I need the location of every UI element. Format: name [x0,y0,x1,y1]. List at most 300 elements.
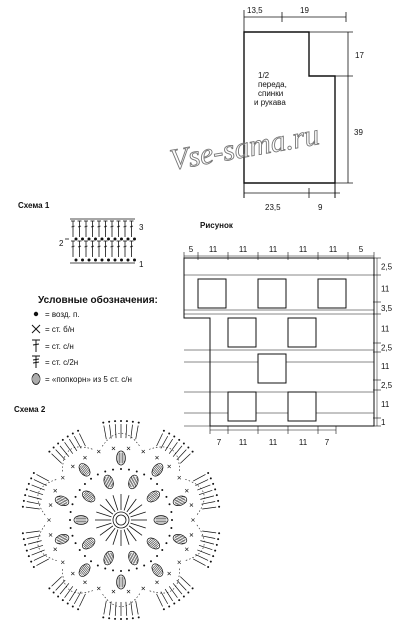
motif-petal-stitch [30,545,43,549]
scheme1-chain [81,238,83,240]
figure-right-dim: 2,5 [381,381,393,390]
motif-chain [90,478,92,480]
figure-top-dim: 11 [328,245,338,254]
scheme1-chain [107,259,109,261]
motif-spoke [113,530,118,545]
scheme1-chain [101,238,103,240]
popcorn-icon [172,494,188,507]
motif-edge-chain [57,595,59,597]
motif-edge-chain [22,506,24,508]
scheme1-stitch [111,246,114,247]
figure-right-dim: 3,5 [381,304,393,313]
scheme1-stitch [98,226,101,227]
figure-right-dim: 1 [381,418,386,427]
motif-edge-chain [30,477,32,479]
motif-petal-stitch [56,450,66,460]
motif-chain [143,564,145,566]
motif-chain [70,511,72,513]
motif-spoke [131,523,146,528]
motif-edge-chain [168,433,170,435]
motif-edge-chain [77,430,79,432]
motif-petal-stitch [193,559,205,566]
dim-bottom-right: 9 [318,203,323,212]
figure-top-dim: 11 [238,245,248,254]
motif-petal-stitch [180,454,190,464]
motif-edge-chain [102,422,104,424]
motif-chain [165,542,167,544]
motif-petal-stitch [34,480,47,486]
figure-top-dim: 11 [268,245,278,254]
motif-petal-stitch [52,577,62,587]
motif-petal-stitch [28,541,42,545]
scheme1-stitch [78,246,81,247]
motif-chain [171,519,173,521]
motif-edge-chain [53,592,55,594]
motif-petal-stitch [32,550,45,555]
figure-box [198,279,226,308]
motif-petal-stitch [79,433,85,446]
motif-petal-stitch [173,583,182,594]
figure-bottom-dim: 11 [298,438,308,447]
motif-edge-chain [210,561,212,563]
motif-chain [79,549,81,551]
motif-petal-stitch [69,589,77,601]
figure-bottom-dim: 11 [268,438,278,447]
popcorn-icon [127,474,140,490]
motif-edge-chain [26,488,28,490]
motif-edge-chain [178,599,180,601]
motif-edge-chain [173,602,175,604]
motif-petal-stitch [193,474,205,481]
figure-top-dim: 11 [208,245,218,254]
figure-right-dim: 11 [381,324,390,334]
motif-petal-stitch [199,545,212,549]
motif-chain [136,470,138,472]
popcorn-icon [32,374,40,385]
motif-edge-chain [23,500,25,502]
motif-chain [70,527,72,529]
figure-right-dim: 2,5 [381,262,393,272]
motif-edge-chain [183,443,185,445]
motif-chain [90,560,92,562]
motif-spoke [113,495,118,510]
motif-petal-chain [185,525,204,561]
motif-chain [71,503,73,505]
legend-item-4: = ст. с/2н [45,358,79,367]
motif-edge-chain [57,443,59,445]
popcorn-icon [117,451,126,465]
legend-item-1: = возд. п. [45,310,80,319]
motif-edge-chain [173,436,175,438]
scheme1-stitch [104,246,107,247]
popcorn-icon [77,562,93,579]
half-dc-icon [32,356,40,368]
motif-chain [150,560,152,562]
motif-petal-stitch [136,426,139,440]
motif-petal-stitch [202,507,216,509]
motif-petal-stitch [131,425,133,439]
motif-chain [170,527,172,529]
motif-petal-stitch [126,602,127,616]
dot-icon [34,312,38,316]
motif-edge-chain [178,439,180,441]
motif-edge-chain [163,430,165,432]
motif-chain [104,568,106,570]
scheme1-chain [75,238,77,240]
motif-edge-chain [30,561,32,563]
motif-petal-stitch [60,446,69,457]
motif-petal-stitch [200,541,214,545]
figure-box [228,318,256,347]
scheme1-stitch [85,246,88,247]
scheme1-stitch [78,226,81,227]
motif-chain [104,470,106,472]
motif-edge-chain [108,421,110,423]
motif-chain [97,474,99,476]
motif-edge-chain [212,555,214,557]
popcorn-icon [145,536,162,552]
motif-edge-chain [192,587,194,589]
legend-title: Условные обозначения: [38,295,158,306]
scheme1-grid [65,219,136,263]
figure-bottom-dim: 7 [216,438,222,447]
figure-grid [184,245,393,447]
motif-petal-stitch [165,439,173,451]
motif-spoke [124,495,129,510]
figure-box [228,392,256,421]
motif-chain [170,511,172,513]
motif-petal-stitch [197,550,210,555]
scheme1-row-1: 1 [139,260,144,269]
motif-edge-chain [218,532,220,534]
dc-icon [32,340,40,352]
scheme1-chain [107,238,109,240]
motif-petal-stitch [104,426,107,440]
motif-edge-chain [67,602,69,604]
motif-petal-stitch [169,586,177,597]
scheme1-chain [94,259,96,261]
motif-petal-stitch [157,433,163,446]
motif-edge-chain [24,494,26,496]
motif-petal-stitch [169,442,177,453]
scheme1-stitch [111,226,114,227]
motif-chain [161,549,163,551]
motif-petal-stitch [79,594,85,607]
motif-petal-stitch [197,485,210,490]
motif-petal-stitch [195,554,208,560]
scheme1-chain [81,259,83,261]
scheme1-stitch [91,226,94,227]
motif-chain [156,555,158,557]
scheme1-stitch [98,246,101,247]
motif-spoke [124,530,129,545]
motif-chain [71,535,73,537]
motif-petal-stitch [56,580,66,590]
motif-edge-chain [48,587,50,589]
scheme1-chain [120,238,122,240]
motif-edge-chain [120,420,122,422]
popcorn-icon [77,462,93,479]
scheme1-stitch [124,226,127,227]
motif-edge-chain [216,494,218,496]
popcorn-icon [102,550,115,566]
motif-edge-chain [26,550,28,552]
scheme1-stitch [117,246,120,247]
motif-chain [97,564,99,566]
dim-right-lower: 39 [354,128,363,137]
motif-chain [156,483,158,485]
cross-icon [32,325,40,333]
popcorn-icon [150,462,166,479]
motif-chain [128,469,130,471]
motif-petal-chain [185,479,204,515]
motif-edge-chain [187,446,189,448]
motif-edge-chain [22,532,24,534]
motif-chain [136,568,138,570]
motif-edge-chain [132,421,134,423]
motif-edge-chain [77,608,79,610]
scheme1-row-3: 3 [139,223,144,232]
motif-petal-stitch [202,531,216,533]
popcorn-icon [150,562,166,579]
scheme1-title: Схема 1 [18,201,50,210]
motif-edge-chain [28,555,30,557]
scheme1-chain [114,238,116,240]
motif-petal-stitch [60,583,69,594]
scheme1-stitch [124,246,127,247]
motif-chain [165,496,167,498]
scheme1-chain [127,238,129,240]
motif-petal-stitch [161,592,168,604]
motif-chain [112,569,114,571]
motif-petal-stitch [131,601,133,615]
scheme1-chain [75,259,77,261]
pattern-label-3: спинки [258,89,284,98]
figure-bottom-dim: 11 [238,438,248,447]
garment-pattern [244,32,335,198]
popcorn-icon [74,516,88,525]
motif-edge-chain [187,592,189,594]
figure-right-dim: 2,5 [381,343,393,353]
popcorn-icon [127,550,140,566]
motif-petal-stitch [110,425,112,439]
popcorn-icon [80,536,97,552]
motif-edge-chain [33,472,35,474]
figure-top-dim: 5 [188,245,194,254]
popcorn-icon [117,575,126,589]
motif-petal-stitch [126,424,127,438]
motif-petal-chain [38,479,57,515]
motif-petal-stitch [74,592,81,604]
motif-chain [75,542,77,544]
motif-spoke [131,512,146,517]
motif-petal-stitch [36,559,48,566]
scheme1-chain [101,259,103,261]
motif-edge-chain [183,595,185,597]
motif-edge-chain [62,439,64,441]
motif-petal-stitch [180,577,190,587]
scheme1-chain [127,259,129,261]
motif-petal-stitch [136,601,139,615]
motif-chain [161,489,163,491]
legend-item-5: = «попкорн» из 5 ст. с/н [45,375,132,384]
motif-edge-chain [120,618,122,620]
pattern-label-2: переда, [258,80,287,89]
watermark: Vse-sama.ru [167,118,322,177]
motif-petal-stitch [30,490,43,494]
popcorn-icon [145,489,162,505]
motif-edge-chain [126,618,128,620]
motif-chain [169,503,171,505]
scheme1-chain [114,259,116,261]
scheme1-chain [88,238,90,240]
motif-edge-chain [28,483,30,485]
motif-edge-chain [62,599,64,601]
scheme2-title: Схема 2 [14,405,46,414]
motif-edge-chain [114,618,116,620]
scheme1-stitch [72,246,75,247]
scheme2-motif [22,420,220,620]
motif-edge-chain [216,544,218,546]
legend-item-3: = ст. с/н [45,342,74,351]
motif-edge-chain [138,616,140,618]
motif-edge-chain [207,566,209,568]
motif-edge-chain [23,538,25,540]
motif-edge-chain [126,420,128,422]
motif-edge-chain [207,472,209,474]
legend-item-2: = ст. б/н [45,325,75,334]
motif-edge-chain [108,617,110,619]
motif-petal-stitch [200,496,214,500]
motif-petal-stitch [28,496,42,500]
figure-box [258,279,286,308]
scheme1-stitch [130,246,133,247]
motif-petal-stitch [34,554,47,560]
motif-chain [79,489,81,491]
motif-center-ring [116,515,126,525]
figure-bottom-dim: 7 [324,438,330,447]
motif-chain [120,570,122,572]
dim-right-upper: 17 [355,51,364,60]
motif-petal-stitch [115,602,116,616]
motif-edge-chain [210,477,212,479]
motif-edge-chain [53,446,55,448]
motif-edge-chain [102,616,104,618]
figure-title: Рисунок [200,221,233,230]
figure-box [318,279,346,308]
motif-petal-stitch [161,436,168,448]
motif-edge-chain [72,433,74,435]
motif-chain [143,474,145,476]
figure-top-dim: 5 [358,245,364,254]
motif-petal-stitch [177,450,187,460]
motif-chain [112,469,114,471]
motif-center-ring [113,512,129,528]
popcorn-icon [54,533,70,546]
figure-right-dim: 11 [381,284,390,294]
motif-chain [128,569,130,571]
motif-petal-stitch [36,474,48,481]
motif-petal-stitch [195,480,208,486]
motif-edge-chain [138,422,140,424]
motif-petal-stitch [173,446,182,457]
scheme1-stitch [72,226,75,227]
motif-petal-stitch [52,454,62,464]
scheme1-stitch [130,226,133,227]
popcorn-icon [80,489,97,505]
figure-right-dim: 11 [381,362,390,371]
popcorn-icon [102,474,115,490]
popcorn-icon [54,494,70,507]
motif-edge-chain [163,608,165,610]
motif-petal-stitch [32,485,45,490]
scheme1-chain [88,259,90,261]
scheme1-chain [120,259,122,261]
motif-edge-chain [168,605,170,607]
dim-top-left: 13,5 [247,6,263,15]
motif-edge-chain [114,420,116,422]
motif-edge-chain [212,483,214,485]
figure-box [288,392,316,421]
motif-chain [120,468,122,470]
scheme1-stitch [117,226,120,227]
motif-edge-chain [67,436,69,438]
pattern-label-1: 1/2 [258,71,270,80]
motif-chain [150,478,152,480]
motif-petal-stitch [157,594,163,607]
scheme1-row-2: 2 [59,239,64,248]
motif-chain [169,535,171,537]
motif-petal-stitch [65,442,73,453]
popcorn-icon [172,533,188,546]
motif-chain [84,483,86,485]
motif-petal-stitch [26,531,40,533]
motif-petal-stitch [104,601,107,615]
motif-petal-stitch [74,436,81,448]
motif-petal-stitch [110,601,112,615]
popcorn-icon [154,516,168,525]
motif-edge-chain [33,566,35,568]
motif-spoke [96,523,111,528]
dim-top-right: 19 [300,6,309,15]
motif-petal-stitch [115,424,116,438]
scheme1-chain [94,238,96,240]
motif-petal-stitch [26,507,40,509]
motif-petal-stitch [65,586,73,597]
motif-edge-chain [72,605,74,607]
motif-edge-chain [48,451,50,453]
motif-petal-stitch [199,490,212,494]
scheme1-stitch [85,226,88,227]
scheme1-chain [133,238,135,240]
figure-right-dim: 11 [381,400,390,409]
figure-box [258,354,286,383]
motif-edge-chain [24,544,26,546]
motif-chain [84,555,86,557]
motif-petal-stitch [177,580,187,590]
motif-edge-chain [218,506,220,508]
pattern-label-4: и рукава [254,98,286,107]
motif-edge-chain [132,617,134,619]
motif-edge-chain [214,488,216,490]
motif-spoke [96,512,111,517]
dim-bottom-left: 23,5 [265,203,281,212]
scheme1-stitch [104,226,107,227]
scheme1-stitch [91,246,94,247]
motif-chain [75,496,77,498]
figure-top-dim: 11 [298,245,308,254]
motif-edge-chain [217,538,219,540]
